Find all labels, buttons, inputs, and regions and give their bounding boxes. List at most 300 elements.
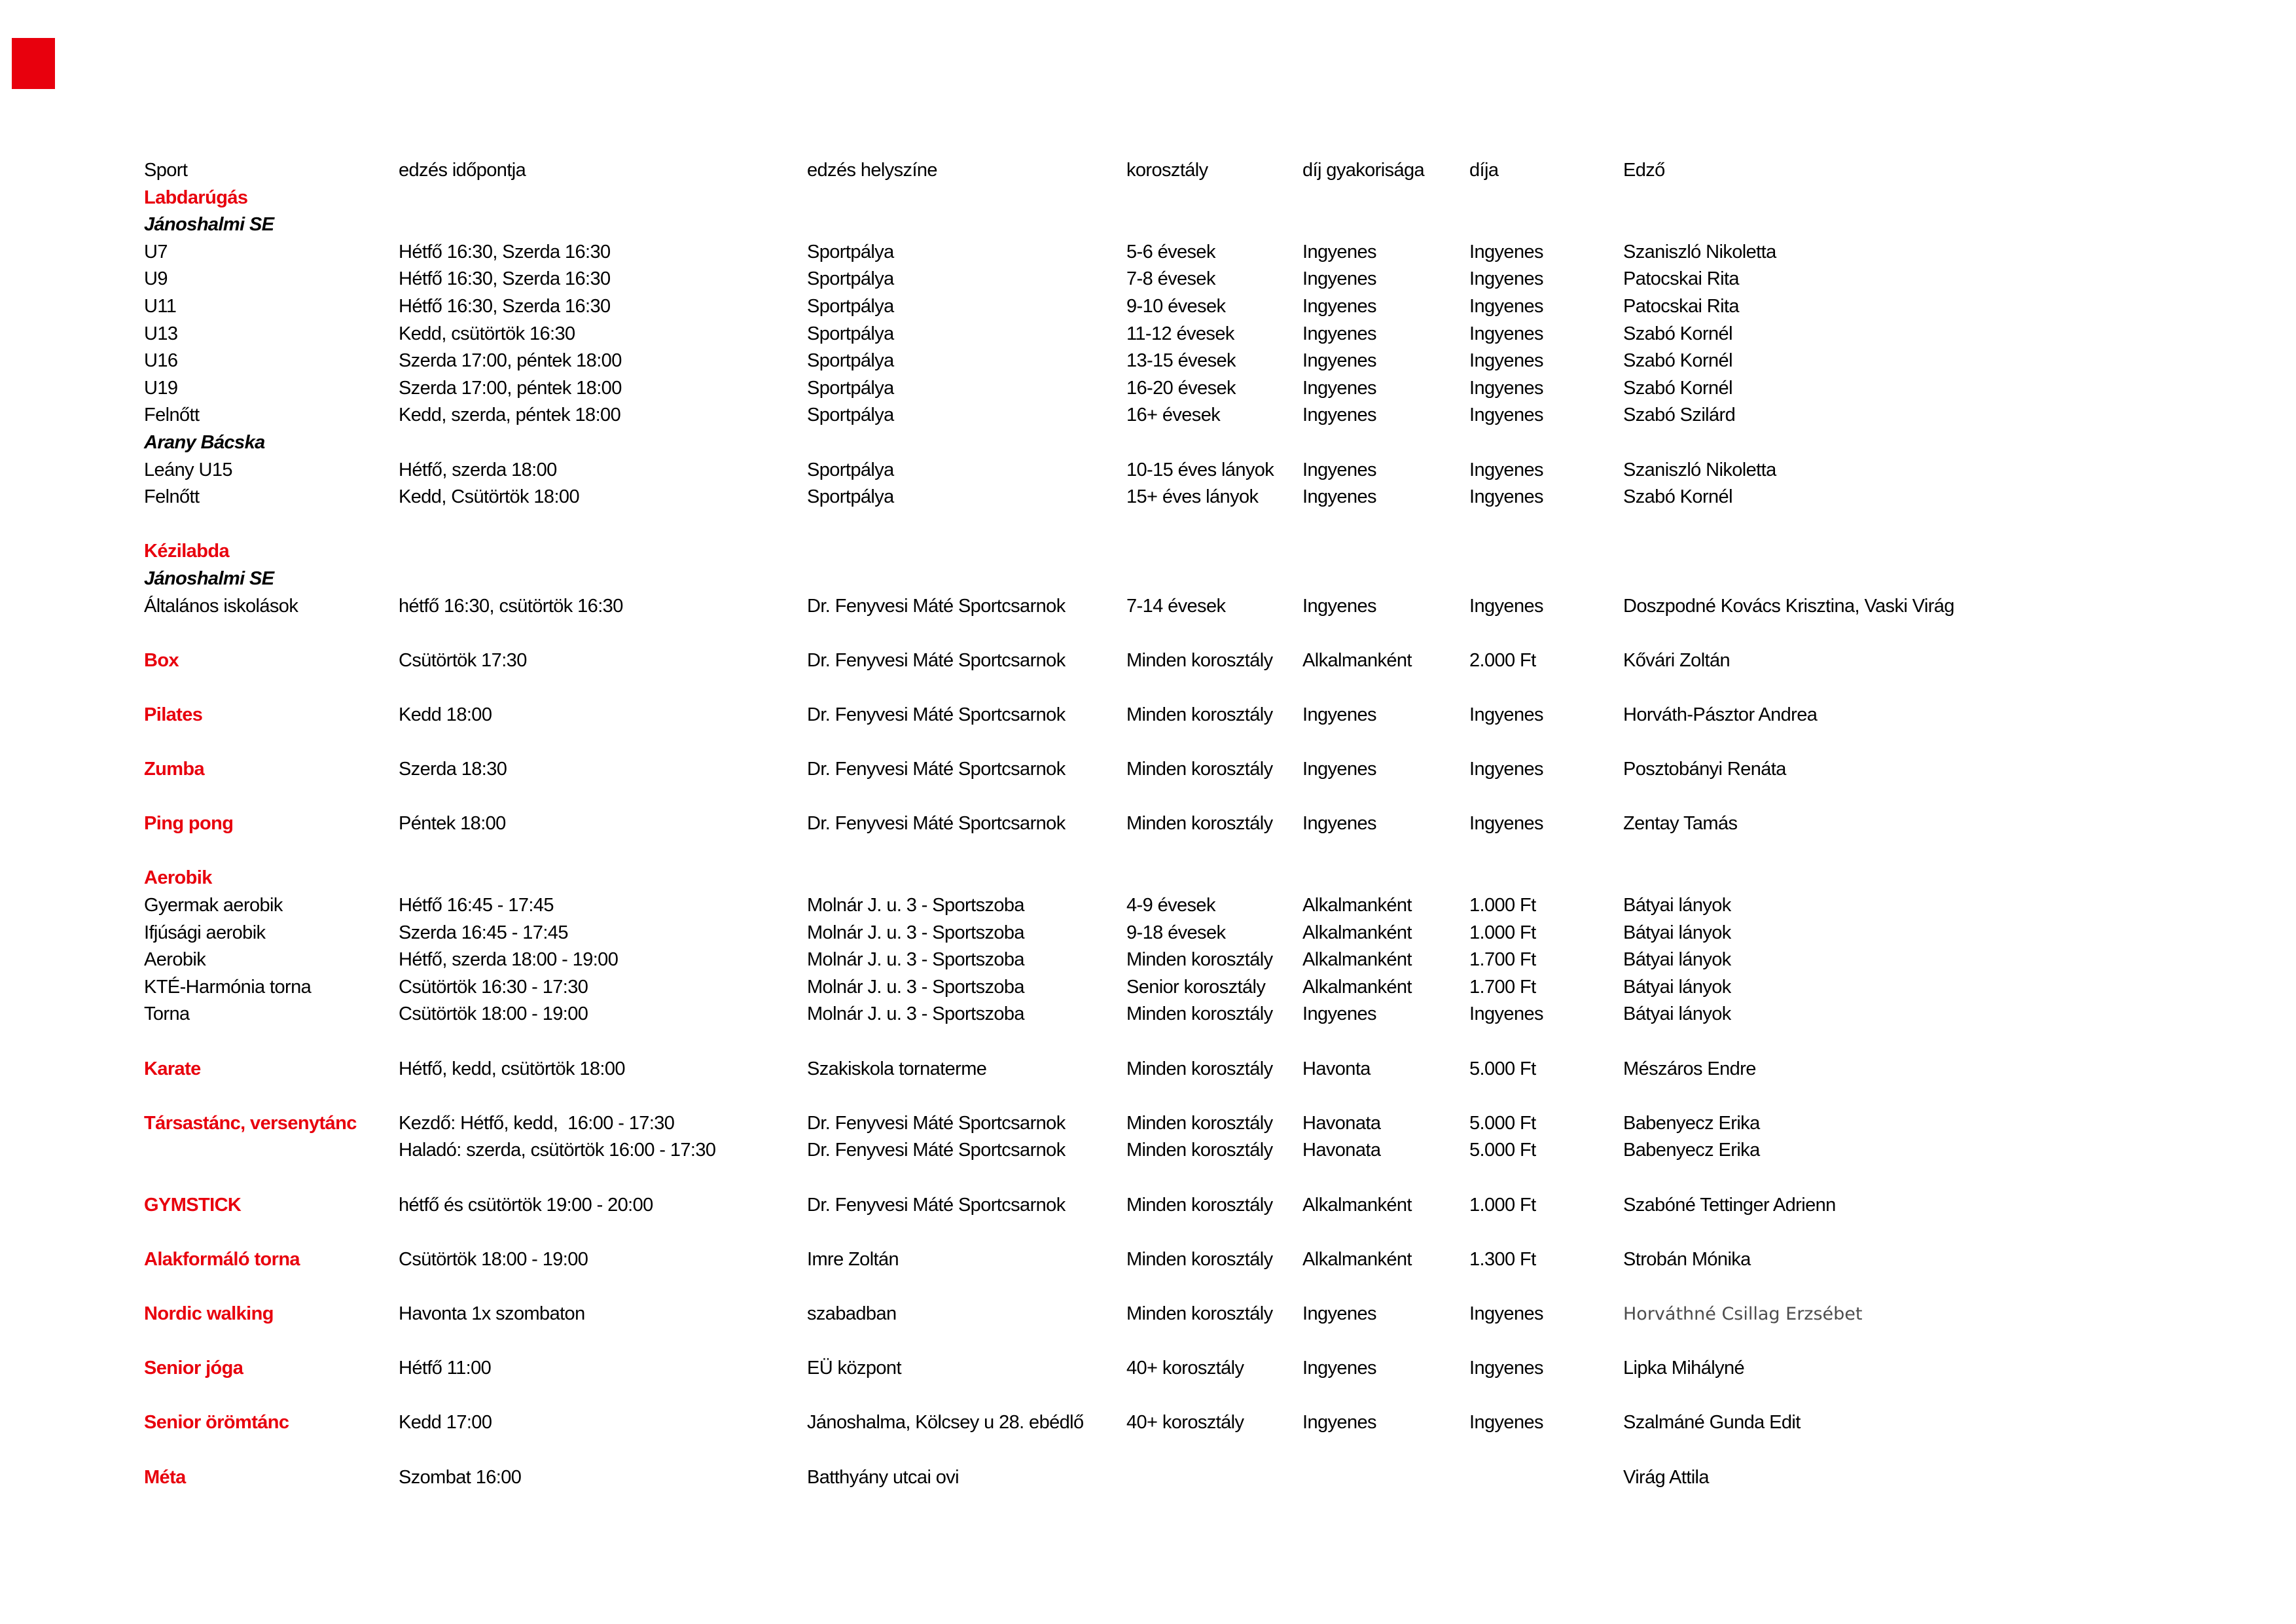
cell-time: Szerda 18:30 [399, 759, 507, 780]
cell-coach: Szabó Kornél [1623, 350, 1732, 372]
cell-age-group [1126, 429, 1302, 457]
cell-time: Kedd 17:00 [399, 1412, 492, 1434]
cell-sport: Torna [144, 1003, 190, 1025]
cell-place: EÜ központ [807, 1358, 901, 1379]
cell-fee [1469, 1273, 1623, 1301]
cell-sport: KTÉ-Harmónia torna [144, 976, 312, 998]
cell-age-group: 9-18 évesek [1126, 922, 1226, 943]
spacer-row [144, 620, 2265, 647]
table-row [144, 892, 2265, 920]
cell-coach: Bátyai lányok [1623, 922, 1731, 943]
cell-age-group: Minden korosztály [1126, 949, 1273, 971]
cell-fee: Ingyenes [1469, 268, 1543, 290]
cell-fee-frequency: Ingyenes [1302, 295, 1376, 317]
cell-fee: 1.000 Ft [1469, 1194, 1536, 1216]
cell-place: Sportpálya [807, 405, 894, 426]
cell-coach [1623, 1328, 2265, 1356]
cell-time: Szerda 17:00, péntek 18:00 [399, 377, 622, 399]
cell-time: Hétfő 16:30, Szerda 16:30 [399, 241, 611, 262]
cell-place [807, 1273, 1126, 1301]
cell-place: Molnár J. u. 3 - Sportszoba [807, 976, 1024, 998]
cell-fee-frequency: Ingyenes [1302, 350, 1376, 372]
cell-age-group [1126, 729, 1302, 756]
cell-age-group: Minden korosztály [1126, 813, 1273, 835]
cell-place [807, 1382, 1126, 1410]
cell-place [807, 838, 1126, 865]
cell-fee-frequency: Alkalmanként [1302, 922, 1412, 943]
cell-fee-frequency [1302, 429, 1469, 457]
cell-time [399, 838, 807, 865]
cell-fee-frequency [1302, 1273, 1469, 1301]
cell-fee-frequency: Ingyenes [1302, 759, 1376, 780]
cell-age-group: Minden korosztály [1126, 1003, 1273, 1025]
section-row [144, 1056, 2265, 1083]
cell-fee [1469, 865, 1623, 892]
cell-fee-frequency [1302, 865, 1469, 892]
cell-sport [144, 1028, 399, 1056]
cell-age-group: 11-12 évesek [1126, 323, 1234, 344]
cell-fee-frequency [1302, 1328, 1469, 1356]
cell-fee [1469, 1219, 1623, 1246]
cell-sport [144, 1164, 399, 1192]
cell-age-group [1126, 674, 1302, 702]
cell-time: Szerda 17:00, péntek 18:00 [399, 350, 622, 372]
cell-place: Sportpálya [807, 459, 894, 480]
section-row [144, 702, 2265, 729]
cell-coach [1623, 1164, 2265, 1192]
cell-fee-frequency [1302, 729, 1469, 756]
cell-time: Havonta 1x szombaton [399, 1303, 585, 1324]
cell-place [807, 674, 1126, 702]
cell-fee [1469, 538, 1623, 566]
cell-fee-frequency: Alkalmanként [1302, 1248, 1412, 1270]
cell-fee: Ingyenes [1469, 1412, 1543, 1434]
cell-coach [1623, 538, 2265, 566]
cell-sport [144, 674, 399, 702]
cell-time: Hétfő 16:45 - 17:45 [399, 895, 554, 916]
cell-place [807, 1437, 1126, 1464]
table-row [144, 484, 2265, 511]
cell-age-group: Senior korosztály [1126, 976, 1266, 998]
cell-age-group: 9-10 évesek [1126, 295, 1226, 317]
cell-fee-frequency: Ingyenes [1302, 813, 1376, 835]
cell-coach [1623, 1219, 2265, 1246]
cell-coach [1623, 674, 2265, 702]
cell-coach: Szabó Kornél [1623, 323, 1732, 344]
cell-sport [144, 784, 399, 811]
cell-coach [1623, 784, 2265, 811]
cell-age-group [1126, 538, 1302, 566]
cell-time: Hétfő 16:30, Szerda 16:30 [399, 295, 611, 317]
cell-time: Hétfő, szerda 18:00 - 19:00 [399, 949, 619, 971]
cell-place: Imre Zoltán [807, 1248, 899, 1270]
cell-time [399, 1028, 807, 1056]
section-row [144, 1246, 2265, 1274]
cell-place: Dr. Fenyvesi Máté Sportcsarnok [807, 1140, 1066, 1161]
cell-fee-frequency: Alkalmanként [1302, 949, 1412, 971]
cell-sport [144, 511, 399, 539]
cell-fee: Ingyenes [1469, 323, 1543, 344]
cell-coach: Horváth-Pásztor Andrea [1623, 704, 1818, 725]
cell-sport: U19 [144, 377, 178, 399]
cell-time: Szombat 16:00 [399, 1466, 522, 1488]
cell-time: Csütörtök 17:30 [399, 649, 527, 671]
cell-sport: Felnőtt [144, 486, 200, 508]
cell-fee [1469, 1437, 1623, 1464]
cell-age-group: korosztály [1126, 160, 1208, 181]
cell-fee-frequency: Alkalmanként [1302, 1194, 1412, 1216]
cell-coach: Szaniszló Nikoletta [1623, 459, 1776, 480]
spacer-row [144, 729, 2265, 756]
club-group-row [144, 429, 2265, 457]
cell-place: Batthyány utcai ovi [807, 1466, 960, 1488]
cell-sport: U11 [144, 295, 177, 317]
cell-time [399, 865, 807, 892]
cell-time: Haladó: szerda, csütörtök 16:00 - 17:30 [399, 1140, 716, 1161]
cell-place: Sportpálya [807, 486, 894, 508]
cell-place [807, 511, 1126, 539]
spacer-row [144, 1437, 2265, 1464]
cell-coach: Bátyai lányok [1623, 949, 1731, 971]
spacer-row [144, 674, 2265, 702]
cell-sport: Labdarúgás [144, 187, 248, 208]
cell-time: Hétfő, kedd, csütörtök 18:00 [399, 1058, 625, 1079]
section-row [144, 865, 2265, 892]
cell-place: Szakiskola tornaterme [807, 1058, 987, 1079]
cell-sport: Általános iskolások [144, 595, 298, 617]
cell-fee [1469, 729, 1623, 756]
table-row [144, 293, 2265, 321]
cell-place: Molnár J. u. 3 - Sportszoba [807, 949, 1024, 971]
cell-sport: Jánoshalmi SE [144, 214, 274, 236]
cell-age-group: 5-6 évesek [1126, 241, 1215, 262]
cell-place: Molnár J. u. 3 - Sportszoba [807, 895, 1024, 916]
cell-time: hétfő és csütörtök 19:00 - 20:00 [399, 1194, 653, 1216]
cell-age-group [1126, 620, 1302, 647]
spacer-row [144, 511, 2265, 539]
cell-place: Dr. Fenyvesi Máté Sportcsarnok [807, 704, 1066, 725]
spacer-row [144, 1028, 2265, 1056]
section-row [144, 756, 2265, 784]
cell-fee-frequency [1302, 1219, 1469, 1246]
cell-fee: 1.700 Ft [1469, 976, 1536, 998]
cell-coach [1623, 429, 2265, 457]
cell-coach [1623, 865, 2265, 892]
cell-fee: 2.000 Ft [1469, 649, 1536, 671]
cell-coach: Babenyecz Erika [1623, 1112, 1760, 1134]
cell-fee-frequency: Havonta [1302, 1058, 1371, 1079]
cell-sport [144, 1437, 399, 1464]
section-row [144, 1192, 2265, 1219]
cell-place [807, 784, 1126, 811]
cell-sport [144, 1328, 399, 1356]
cell-place: Sportpálya [807, 350, 894, 372]
cell-time: Kedd, csütörtök 16:30 [399, 323, 575, 344]
cell-sport: U16 [144, 350, 178, 372]
cell-coach: Zentay Tamás [1623, 813, 1738, 835]
cell-place: Sportpálya [807, 241, 894, 262]
spacer-row [144, 1164, 2265, 1192]
cell-age-group: Minden korosztály [1126, 1194, 1273, 1216]
cell-time: Csütörtök 18:00 - 19:00 [399, 1248, 588, 1270]
column-header-row [144, 157, 2265, 185]
cell-sport [144, 620, 399, 647]
cell-age-group [1126, 511, 1302, 539]
cell-time [399, 538, 807, 566]
cell-fee: 5.000 Ft [1469, 1112, 1536, 1134]
cell-age-group [1126, 838, 1302, 865]
club-group-row [144, 211, 2265, 239]
cell-fee: Ingyenes [1469, 813, 1543, 835]
table-row [144, 974, 2265, 1001]
table-row [144, 375, 2265, 403]
cell-coach: Kővári Zoltán [1623, 649, 1731, 671]
red-corner-marker [12, 38, 55, 89]
cell-age-group [1126, 1382, 1302, 1410]
cell-time: Kezdő: Hétfő, kedd, 16:00 - 17:30 [399, 1112, 675, 1134]
cell-fee: Ingyenes [1469, 704, 1543, 725]
cell-time [399, 1164, 807, 1192]
cell-coach: Szabóné Tettinger Adrienn [1623, 1194, 1836, 1216]
section-row [144, 810, 2265, 838]
cell-fee-frequency [1302, 784, 1469, 811]
cell-fee [1469, 185, 1623, 212]
spacer-row [144, 784, 2265, 811]
cell-coach [1623, 1028, 2265, 1056]
cell-fee-frequency: Ingyenes [1302, 377, 1376, 399]
cell-fee-frequency [1302, 511, 1469, 539]
cell-time [399, 511, 807, 539]
cell-age-group: 15+ éves lányok [1126, 486, 1259, 508]
cell-fee-frequency [1302, 185, 1469, 212]
cell-place [807, 429, 1126, 457]
cell-coach: Szabó Szilárd [1623, 405, 1736, 426]
cell-place: Dr. Fenyvesi Máté Sportcsarnok [807, 813, 1066, 835]
cell-place: Sportpálya [807, 295, 894, 317]
cell-sport: Ifjúsági aerobik [144, 922, 266, 943]
cell-time [399, 185, 807, 212]
cell-place [807, 1083, 1126, 1110]
cell-time [399, 211, 807, 239]
section-row [144, 1464, 2265, 1492]
table-row [144, 266, 2265, 293]
section-row [144, 647, 2265, 675]
section-row [144, 1409, 2265, 1437]
cell-time: Kedd, Csütörtök 18:00 [399, 486, 579, 508]
table-row [144, 1001, 2265, 1028]
cell-place [807, 566, 1126, 593]
cell-coach [1623, 511, 2265, 539]
cell-fee: Ingyenes [1469, 595, 1543, 617]
cell-coach: Szalmáné Gunda Edit [1623, 1412, 1801, 1434]
cell-fee: 5.000 Ft [1469, 1058, 1536, 1079]
cell-place [807, 538, 1126, 566]
cell-time: edzés időpontja [399, 160, 526, 181]
cell-sport [144, 1219, 399, 1246]
cell-time: hétfő 16:30, csütörtök 16:30 [399, 595, 623, 617]
cell-time [399, 566, 807, 593]
cell-time [399, 1083, 807, 1110]
table-row [144, 321, 2265, 348]
spacer-row [144, 1382, 2265, 1410]
table-row [144, 947, 2265, 974]
cell-fee: Ingyenes [1469, 486, 1543, 508]
cell-sport: Felnőtt [144, 405, 200, 426]
cell-fee-frequency: Alkalmanként [1302, 895, 1412, 916]
cell-fee [1469, 838, 1623, 865]
cell-age-group: Minden korosztály [1126, 759, 1273, 780]
cell-coach [1623, 838, 2265, 865]
cell-fee-frequency [1302, 620, 1469, 647]
cell-sport: Sport [144, 160, 188, 181]
section-row [144, 1301, 2265, 1328]
cell-fee-frequency [1302, 838, 1469, 865]
cell-time [399, 1437, 807, 1464]
section-row [144, 1355, 2265, 1382]
cell-time [399, 1273, 807, 1301]
cell-fee [1469, 674, 1623, 702]
cell-coach: Szabó Kornél [1623, 486, 1732, 508]
cell-sport: Senior jóga [144, 1358, 243, 1379]
cell-fee-frequency: Alkalmanként [1302, 649, 1412, 671]
cell-place: Dr. Fenyvesi Máté Sportcsarnok [807, 1194, 1066, 1216]
cell-coach: Szaniszló Nikoletta [1623, 241, 1776, 262]
cell-coach [1623, 729, 2265, 756]
cell-sport: Aerobik [144, 867, 212, 889]
cell-fee [1469, 784, 1623, 811]
cell-fee-frequency [1302, 1083, 1469, 1110]
cell-sport: Alakformáló torna [144, 1248, 300, 1270]
cell-sport [144, 1273, 399, 1301]
cell-time: Szerda 16:45 - 17:45 [399, 922, 568, 943]
sports-schedule-table [144, 157, 2265, 1491]
cell-age-group [1126, 1083, 1302, 1110]
cell-age-group: Minden korosztály [1126, 1058, 1273, 1079]
cell-fee-frequency: Havonata [1302, 1140, 1381, 1161]
cell-coach [1623, 1382, 2265, 1410]
cell-fee: Ingyenes [1469, 241, 1543, 262]
cell-fee-frequency [1302, 538, 1469, 566]
cell-sport [144, 838, 399, 865]
cell-sport [144, 1083, 399, 1110]
cell-coach: Virág Attila [1623, 1466, 1709, 1488]
cell-place [807, 1328, 1126, 1356]
cell-fee [1469, 1164, 1623, 1192]
cell-place: Sportpálya [807, 323, 894, 344]
cell-time [399, 1328, 807, 1356]
cell-time: Kedd, szerda, péntek 18:00 [399, 405, 621, 426]
cell-sport [144, 729, 399, 756]
spacer-row [144, 1273, 2265, 1301]
cell-time [399, 1382, 807, 1410]
spacer-row [144, 838, 2265, 865]
cell-fee-frequency: díj gyakorisága [1302, 160, 1425, 181]
cell-time: Péntek 18:00 [399, 813, 506, 835]
table-row [144, 348, 2265, 375]
cell-age-group [1126, 185, 1302, 212]
cell-coach [1623, 566, 2265, 593]
cell-fee-frequency: Ingyenes [1302, 323, 1376, 344]
cell-sport: Méta [144, 1466, 186, 1488]
cell-sport: GYMSTICK [144, 1194, 242, 1216]
cell-time: Csütörtök 16:30 - 17:30 [399, 976, 588, 998]
cell-coach: Strobán Mónika [1623, 1248, 1751, 1270]
cell-fee: Ingyenes [1469, 405, 1543, 426]
cell-place: Dr. Fenyvesi Máté Sportcsarnok [807, 1112, 1066, 1134]
cell-fee-frequency [1302, 1028, 1469, 1056]
cell-fee [1469, 511, 1623, 539]
cell-age-group [1126, 1219, 1302, 1246]
cell-fee [1469, 1028, 1623, 1056]
cell-fee: díja [1469, 160, 1499, 181]
cell-sport: U7 [144, 241, 168, 262]
cell-sport: Jánoshalmi SE [144, 568, 274, 589]
cell-fee: 1.700 Ft [1469, 949, 1536, 971]
cell-place: Dr. Fenyvesi Máté Sportcsarnok [807, 595, 1066, 617]
cell-place: szabadban [807, 1303, 897, 1324]
section-row [144, 538, 2265, 566]
cell-fee-frequency [1302, 1164, 1469, 1192]
cell-fee: Ingyenes [1469, 459, 1543, 480]
cell-time [399, 620, 807, 647]
cell-place: Dr. Fenyvesi Máté Sportcsarnok [807, 759, 1066, 780]
cell-sport: Aerobik [144, 949, 206, 971]
cell-fee [1469, 566, 1623, 593]
cell-time [399, 729, 807, 756]
cell-place: Sportpálya [807, 377, 894, 399]
cell-coach [1623, 185, 2265, 212]
cell-coach: Szabó Kornél [1623, 377, 1732, 399]
cell-fee [1469, 429, 1623, 457]
cell-place: Molnár J. u. 3 - Sportszoba [807, 922, 1024, 943]
cell-coach: Patocskai Rita [1623, 268, 1739, 290]
cell-age-group: Minden korosztály [1126, 1112, 1273, 1134]
cell-coach: Lipka Mihályné [1623, 1358, 1745, 1379]
cell-fee-frequency [1302, 566, 1469, 593]
cell-sport: Gyermak aerobik [144, 895, 283, 916]
table-row [144, 593, 2265, 621]
cell-time [399, 674, 807, 702]
cell-fee [1469, 1083, 1623, 1110]
cell-fee: 1.000 Ft [1469, 895, 1536, 916]
cell-place [807, 865, 1126, 892]
cell-fee [1469, 620, 1623, 647]
cell-coach [1623, 620, 2265, 647]
cell-coach: Bátyai lányok [1623, 976, 1731, 998]
cell-coach: Patocskai Rita [1623, 295, 1739, 317]
cell-fee-frequency: Ingyenes [1302, 405, 1376, 426]
cell-age-group: 4-9 évesek [1126, 895, 1215, 916]
cell-age-group [1126, 1273, 1302, 1301]
cell-fee-frequency: Ingyenes [1302, 1003, 1376, 1025]
cell-fee [1469, 1328, 1623, 1356]
cell-coach: Mészáros Endre [1623, 1058, 1756, 1079]
cell-place [807, 1219, 1126, 1246]
cell-fee: 5.000 Ft [1469, 1140, 1536, 1161]
cell-fee-frequency: Havonata [1302, 1112, 1381, 1134]
cell-sport: Ping pong [144, 813, 234, 835]
cell-sport: Kézilabda [144, 541, 229, 562]
cell-fee-frequency: Alkalmanként [1302, 976, 1412, 998]
cell-coach: Babenyecz Erika [1623, 1140, 1760, 1161]
cell-coach: Bátyai lányok [1623, 1003, 1731, 1025]
cell-fee: Ingyenes [1469, 377, 1543, 399]
cell-sport: Pilates [144, 704, 203, 725]
cell-fee [1469, 211, 1623, 239]
cell-place: Dr. Fenyvesi Máté Sportcsarnok [807, 649, 1066, 671]
cell-age-group [1126, 865, 1302, 892]
cell-coach: Bátyai lányok [1623, 895, 1731, 916]
